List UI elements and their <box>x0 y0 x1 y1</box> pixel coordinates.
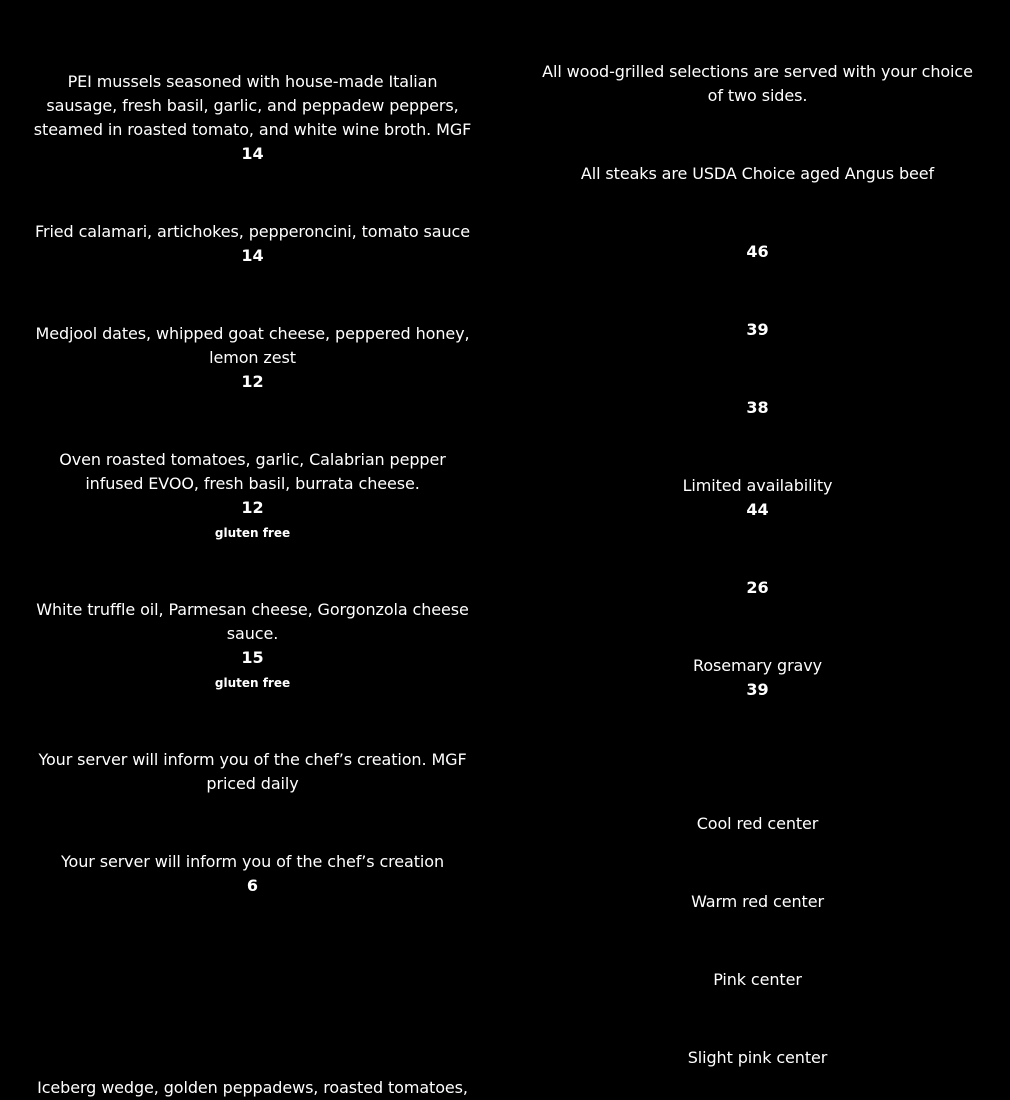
menu-item-steak-2 <box>535 318 980 342</box>
grill-note <box>535 60 980 108</box>
item-description: Slight pink center <box>687 1048 828 1067</box>
item-description: Medjool dates, whipped goat cheese, peppered honey, lemon zest <box>35 324 470 367</box>
item-price: 39 <box>746 680 769 699</box>
item-description: Warm red center <box>691 892 824 911</box>
temp-medium-well <box>535 1046 980 1070</box>
item-description: Rosemary gravy <box>693 656 822 675</box>
item-description: All steaks are USDA Choice aged Angus beef <box>580 164 935 183</box>
item-description: Pink center <box>713 970 802 989</box>
menu-item-steak-1 <box>535 240 980 264</box>
menu-item-dates <box>30 322 475 394</box>
item-description: Your server will inform you of the chef’s creation <box>60 852 445 871</box>
item-price: 44 <box>746 500 769 519</box>
temp-rare <box>535 812 980 836</box>
item-price: 15 <box>241 648 264 667</box>
temp-medium <box>535 968 980 992</box>
menu-item-limited <box>535 474 980 522</box>
item-description: Iceberg wedge, golden peppadews, roasted tomatoes, <box>37 1078 468 1097</box>
menu-item-mussels <box>30 70 475 166</box>
menu-item-rosemary <box>535 654 980 702</box>
menu-item-burrata <box>30 448 475 546</box>
item-description: Your server will inform you of the chef’s creation. MGF priced daily <box>38 750 467 793</box>
menu-item-truffle <box>30 598 475 696</box>
menu-item-chef-creation-2 <box>30 850 475 898</box>
item-price: 39 <box>746 320 769 339</box>
item-description: PEI mussels seasoned with house-made Italian sausage, fresh basil, garlic, and peppadew peppers, steamed in roasted tomato, and white wine broth. MGF <box>33 72 472 139</box>
item-price: 38 <box>746 398 769 417</box>
steak-note <box>535 162 980 186</box>
item-price: 12 <box>241 372 264 391</box>
item-description: All wood-grilled selections are served with your choice of two sides. <box>542 62 973 105</box>
item-price: 14 <box>241 144 264 163</box>
menu-item-chef-creation <box>30 748 475 796</box>
item-price: 6 <box>246 876 259 895</box>
item-description: Oven roasted tomatoes, garlic, Calabrian pepper infused EVOO, fresh basil, burrata cheese. <box>59 450 446 493</box>
menu-item-calamari <box>30 220 475 268</box>
item-price: 26 <box>746 578 769 597</box>
menu-item-grill-5 <box>535 576 980 600</box>
item-price: 46 <box>746 242 769 261</box>
gluten-free-tag: gluten free <box>214 676 291 690</box>
item-price: 12 <box>241 498 264 517</box>
temp-medium-rare <box>535 890 980 914</box>
item-description: Fried calamari, artichokes, pepperoncini, tomato sauce <box>35 222 470 241</box>
item-description: Cool red center <box>696 814 819 833</box>
menu-item-wedge <box>30 1076 475 1100</box>
gluten-free-tag: gluten free <box>214 526 291 540</box>
item-description: Limited availability <box>682 476 833 495</box>
menu-item-steak-3 <box>535 396 980 420</box>
item-price: 14 <box>241 246 264 265</box>
item-description: White truffle oil, Parmesan cheese, Gorgonzola cheese sauce. <box>36 600 469 643</box>
